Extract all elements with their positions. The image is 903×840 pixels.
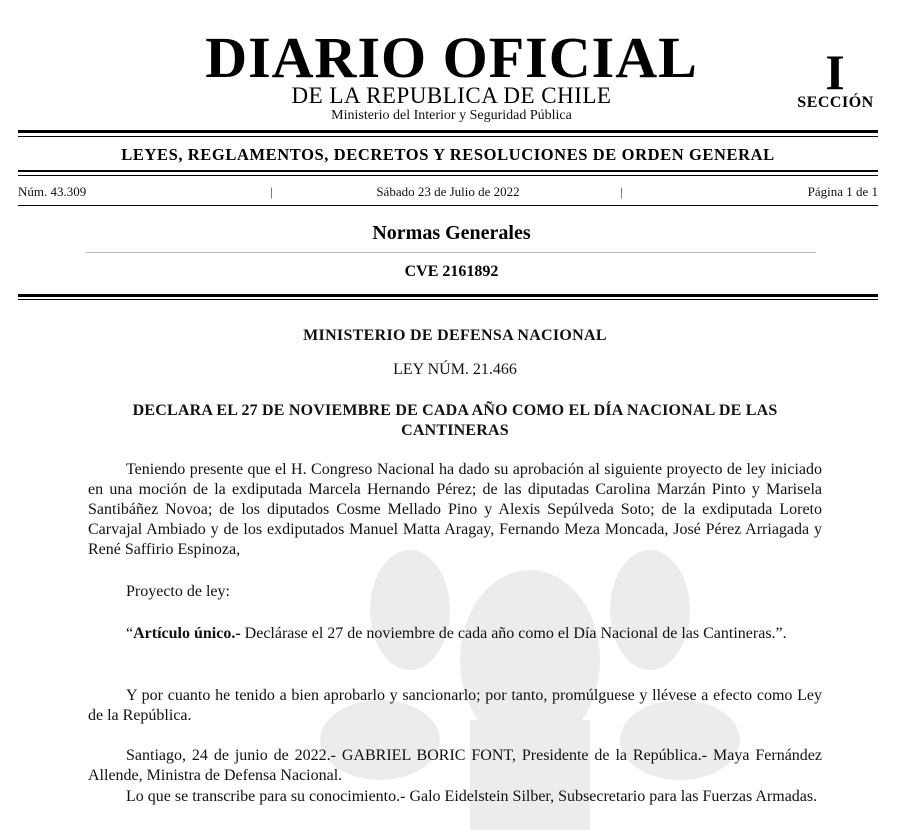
cve-code: CVE 2161892 (404, 263, 499, 280)
gazette-subtitle: DE LA REPUBLICA DE CHILE (291, 83, 612, 108)
issue-info-row (18, 184, 878, 202)
article-text: Declárase el 27 de noviembre de cada año como el Día Nacional de las Cantineras.”. (240, 625, 787, 642)
issue-separator: | (620, 184, 623, 199)
section-banner: LEYES, REGLAMENTOS, DECRETOS Y RESOLUCIONES DE ORDEN GENERAL (121, 145, 775, 164)
banner-rule-thick (18, 170, 878, 172)
section-title: Normas Generales (372, 222, 531, 244)
issue-number: Núm. 43.309 (18, 184, 87, 199)
promulgation-paragraph: Y por cuanto he tenido a bien aprobarlo y sancionarlo; por tanto, promúlguese y llévese a efecto como Ley de la República. (88, 687, 822, 724)
issue-date: Sábado 23 de Julio de 2022 (376, 184, 520, 199)
section-number: I (825, 44, 845, 100)
banner-rule-thin (18, 175, 878, 176)
cve-rule-thick (18, 294, 878, 297)
preamble-paragraph: Teniendo presente que el H. Congreso Nacional ha dado su aprobación al siguiente proyecto de ley iniciado en una moción de la exdiputada Marcela Hernando Pérez; de las diputadas Carolina Marzán Pinto y Marisela Santibáñez Novoa; de los diputados Cosme Mellado Pino y Alexis Sepúlveda Soto; de la exdiputada Loreto Carvajal Ambiado y de los exdiputados Manuel Matta Aragay, Fernando Meza Moncada, José Pérez Arriagada y René Saffirio Espinoza, (88, 461, 822, 558)
article-label: Artículo único.- (133, 625, 241, 642)
article-open-quote: “ (126, 625, 134, 642)
gazette-title: DIARIO OFICIAL (205, 25, 698, 90)
issue-page: Página 1 de 1 (807, 184, 878, 199)
article-paragraph (88, 624, 822, 644)
proyecto-paragraph: Proyecto de ley: (126, 583, 230, 600)
gazette-ministry: Ministerio del Interior y Seguridad Pública (331, 108, 572, 123)
law-heading: DECLARA EL 27 DE NOVIEMBRE DE CADA AÑO COMO EL DÍA NACIONAL DE LAS CANTINERAS (132, 402, 778, 439)
cve-rule-thin (18, 299, 878, 300)
header-rule-thin (18, 136, 878, 137)
signature-paragraph: Santiago, 24 de junio de 2022.- GABRIEL BORIC FONT, Presidente de la República.- Maya Fernández Allende, Ministra de Defensa Nacional. (88, 747, 822, 784)
section-label: SECCIÓN (797, 94, 874, 111)
section-title-rule (86, 252, 816, 253)
transcribe-paragraph: Lo que se transcribe para su conocimiento.- Galo Eidelstein Silber, Subsecretario para las Fuerzas Armadas. (126, 788, 818, 805)
masthead (0, 25, 903, 128)
issue-rule (18, 205, 878, 206)
law-number: LEY NÚM. 21.466 (393, 361, 517, 378)
header-rule-thick (18, 130, 878, 133)
issue-separator: | (270, 184, 273, 199)
issuing-ministry: MINISTERIO DE DEFENSA NACIONAL (303, 327, 607, 344)
